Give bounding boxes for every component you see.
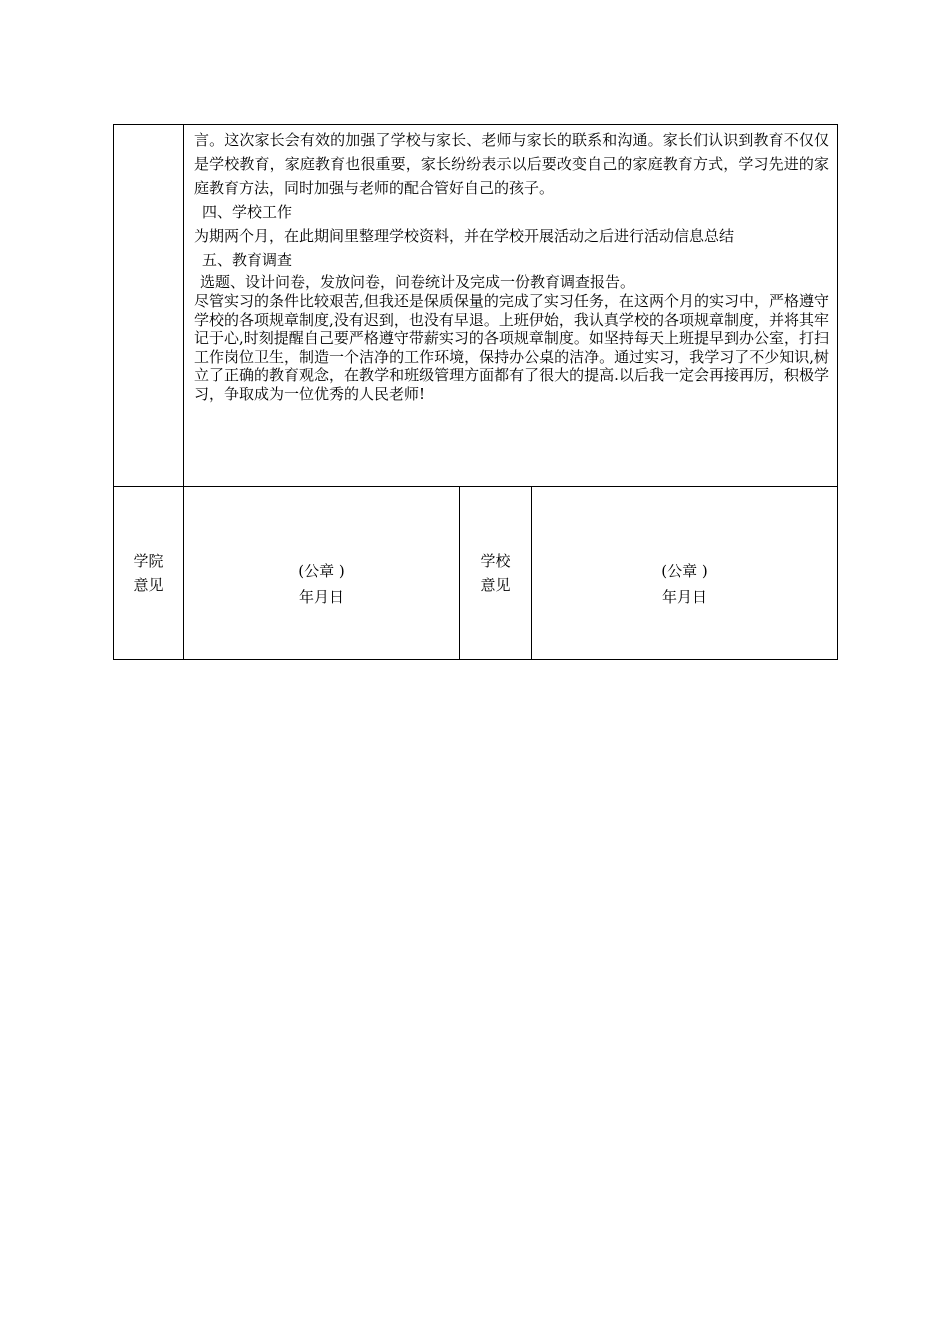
college-label-line2: 意见 (133, 576, 164, 594)
opinion-row (114, 487, 838, 660)
school-date: 年月日 (662, 588, 708, 606)
content-label-cell (114, 125, 184, 487)
content-cell (184, 125, 838, 487)
school-opinion-label (460, 487, 532, 660)
school-label-line1: 学校 (480, 552, 511, 570)
college-label-line1: 学院 (133, 552, 164, 570)
school-seal: (公章 ) (661, 562, 708, 580)
paragraph-school-work: 为期两个月，在此期间里整理学校资料，并在学校开展活动之后进行活动信息总结 (194, 227, 735, 245)
college-opinion-field (184, 487, 460, 660)
college-opinion-label (114, 487, 184, 660)
heading-school-work: 四、学校工作 (202, 203, 293, 221)
college-seal: (公章 ) (298, 562, 345, 580)
paragraph-parent-meeting: 言。这次家长会有效的加强了学校与家长、老师与家长的联系和沟通。家长们认识到教育不仅仅是学校教育，家庭教育也很重要，家长纷纷表示以后要改变自己的家庭教育方式，学习先进的家庭教育方法，同时加强与老师的配合管好自己的孩子。 (194, 131, 830, 197)
opinion-form-table (113, 124, 838, 660)
paragraph-education-survey: 选题、设计问卷，发放问卷，问卷统计及完成一份教育调查报告。 (200, 273, 636, 291)
content-row (114, 125, 838, 487)
paragraph-summary: 尽管实习的条件比较艰苦,但我还是保质保量的完成了实习任务，在这两个月的实习中，严格遵守学校的各项规章制度,没有迟到，也没有早退。上班伊始，我认真学校的各项规章制度，并将其牢记于心,时刻提醒自己要严格遵守带薪实习的各项规章制度。如坚持每天上班提早到办公室，打扫工作岗位卫生，制造一个洁净的工作环境，保持办公桌的洁净。通过实习，我学习了不少知识,树立了正确的教育观念，在教学和班级管理方面都有了很大的提高.以后我一定会再接再厉，积极学习，争取成为一位优秀的人民老师! (194, 292, 830, 403)
heading-education-survey: 五、教育调查 (202, 251, 293, 269)
college-date: 年月日 (298, 588, 344, 606)
school-label-line2: 意见 (480, 576, 511, 594)
school-opinion-field (532, 487, 838, 660)
